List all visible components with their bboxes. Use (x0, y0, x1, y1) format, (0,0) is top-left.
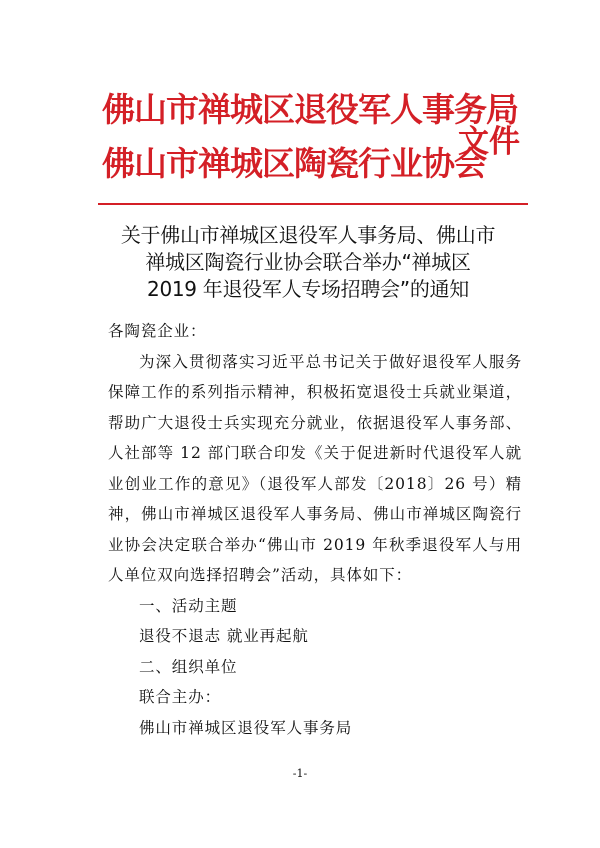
notice-title (92, 222, 524, 303)
intro-paragraph: 为深入贯彻落实习近平总书记关于做好退役军人服务保障工作的系列指示精神，积极拓宽退役士兵就业渠道，帮助广大退役士兵实现充分就业，依据退役军人事务部、人社部等 12 部门联合印发《关于促进新时代退役军人就业创业工作的意见》（退役军人部发〔2018〕26 号）精神，佛山市禅城区退役军人事务局、佛山市禅城区陶瓷行业协会决定联合举办“佛山市 2019 年秋季退役军人与用人单位双向选择招聘会”活动，具体如下： (108, 352, 522, 584)
section-2-item-1: 佛山市禅城区退役军人事务局 (139, 718, 353, 737)
salutation: 各陶瓷企业： (108, 322, 207, 340)
section-2-sub-heading: 联合主办： (139, 688, 222, 706)
document-type-label: 文件 (458, 124, 520, 160)
section-1-heading: 一、活动主题 (139, 596, 238, 615)
title-line-3: 2019 年退役军人专场招聘会”的通知 (147, 277, 469, 301)
section-1-content: 退役不退志 就业再起航 (139, 627, 309, 645)
issuer-name-1: 佛山市禅城区退役军人事务局 (102, 90, 518, 129)
title-line-2: 禅城区陶瓷行业协会联合举办“禅城区 (145, 250, 471, 274)
section-2-heading: 二、组织单位 (139, 657, 238, 676)
title-line-1: 关于佛山市禅城区退役军人事务局、佛山市 (120, 223, 496, 247)
issuer-name-2: 佛山市禅城区陶瓷行业协会 (102, 144, 486, 183)
notice-body (108, 316, 522, 743)
red-header (102, 88, 522, 198)
page-number: -1- (292, 767, 308, 780)
red-divider-line (98, 203, 528, 205)
